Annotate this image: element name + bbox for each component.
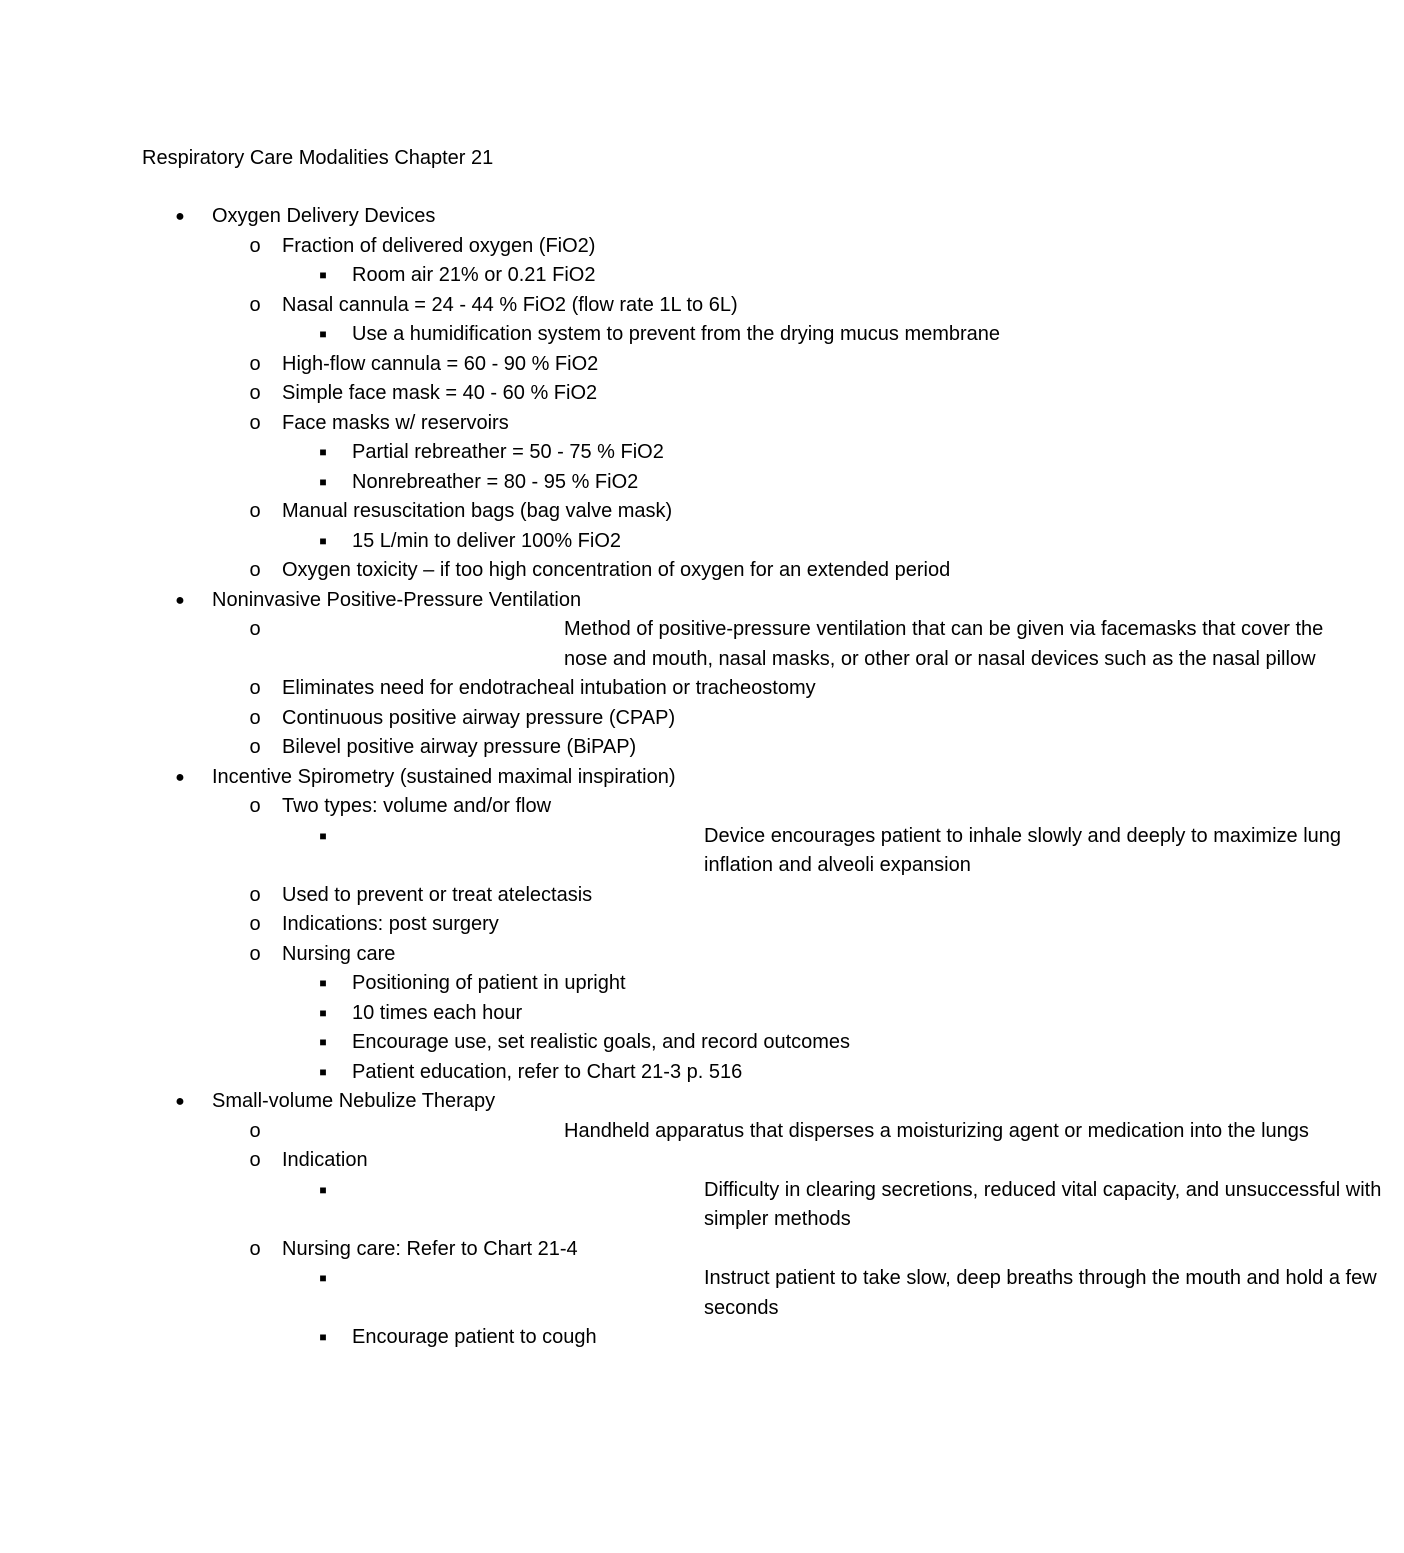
bullet-circle: o [249,706,261,729]
sub-list-item: ■ Positioning of patient in upright [0,969,1200,999]
bullet-circle: o [249,234,261,257]
bullet-circle: o [249,382,261,404]
bullet-circle: o [249,411,261,434]
bullet-square: ■ [319,1035,327,1049]
list-item: o Bilevel positive airway pressure (BiPAP) [0,733,1200,763]
bullet-circle: o [249,352,261,375]
section-heading: ● Oxygen Delivery Devices [0,202,1200,232]
list-item: o Method of positive-pressure ventilation that can be given via facemasks that cover the nose and mouth, nasal masks, or other oral or nasal devices such as the nasal pillow [0,615,1200,674]
sub-list-item: ■ Room air 21% or 0.21 FiO2 [0,261,1200,291]
bullet-square: ■ [319,1005,327,1020]
bullet-square: ■ [319,1182,327,1197]
bullet-circle: o [249,618,261,640]
list-item: o Nasal cannula = 24 - 44 % FiO2 (flow rate 1L to 6L) [0,291,1200,321]
sub-list-item: ■ Device encourages patient to inhale slowly and deeply to maximize lung inflation and alveoli expansion [0,822,1200,881]
list-item: o Indication [0,1146,1200,1176]
list-item: o Face masks w/ reservoirs [0,409,1200,439]
bullet-disc: ● [175,768,185,786]
sub-list-item: ■ Use a humidification system to prevent from the drying mucus membrane [0,320,1200,350]
bullet-circle: o [249,1237,261,1260]
list-item: o Indications: post surgery [0,910,1200,940]
page-title: Respiratory Care Modalities Chapter 21 [142,147,494,169]
list-item: o Manual resuscitation bags (bag valve mask) [0,497,1200,527]
list-item: o Simple face mask = 40 - 60 % FiO2 [0,379,1200,409]
section-heading: ● Small-volume Nebulize Therapy [0,1087,1200,1117]
bullet-circle: o [249,942,261,965]
sub-list-item: ■ Difficulty in clearing secretions, reduced vital capacity, and unsuccessful with simpler methods [0,1176,1200,1235]
list-item: o Eliminates need for endotracheal intubation or tracheostomy [0,674,1200,704]
list-item: o Used to prevent or treat atelectasis [0,881,1200,911]
bullet-circle: o [249,1149,261,1171]
sub-list-item: ■ Patient education, refer to Chart 21-3 p. 516 [0,1058,1200,1088]
section-heading: ● Noninvasive Positive-Pressure Ventilation [0,586,1200,616]
bullet-square: ■ [319,1271,327,1285]
bullet-square: ■ [319,533,327,548]
bullet-circle: o [249,500,261,522]
bullet-circle: o [249,795,261,817]
list-item: o Oxygen toxicity – if too high concentration of oxygen for an extended period [0,556,1200,586]
bullet-disc: ● [175,1093,185,1110]
list-item: o Two types: volume and/or flow [0,792,1200,822]
bullet-square: ■ [319,445,327,459]
bullet-square: ■ [319,268,327,282]
bullet-square: ■ [319,828,327,843]
list-item: o Continuous positive airway pressure (CPAP) [0,704,1200,734]
bullet-circle: o [249,913,261,935]
sub-list-item: ■ Instruct patient to take slow, deep breaths through the mouth and hold a few seconds [0,1264,1200,1323]
sub-list-item: ■ 10 times each hour [0,999,1200,1029]
list-item: o Nursing care: Refer to Chart 21-4 [0,1235,1200,1265]
list-item: o Handheld apparatus that disperses a moisturizing agent or medication into the lungs [0,1117,1200,1147]
list-item: o High-flow cannula = 60 - 90 % FiO2 [0,350,1200,380]
bullet-disc: ● [175,208,185,225]
list-item: o Fraction of delivered oxygen (FiO2) [0,232,1200,262]
sub-list-item: ■ Encourage patient to cough [0,1323,1200,1353]
bullet-circle: o [249,883,261,906]
sub-list-item: ■ Encourage use, set realistic goals, and record outcomes [0,1028,1200,1058]
bullet-circle: o [249,677,261,699]
bullet-square: ■ [319,327,327,341]
sub-list-item: ■ 15 L/min to deliver 100% FiO2 [0,527,1200,557]
bullet-square: ■ [319,976,327,990]
bullet-disc: ● [175,591,185,609]
sub-list-item: ■ Partial rebreather = 50 - 75 % FiO2 [0,438,1200,468]
bullet-circle: o [249,1119,261,1142]
bullet-circle: o [249,293,261,316]
bullet-circle: o [249,736,261,758]
bullet-square: ■ [319,1064,327,1079]
sub-list-item: ■ Nonrebreather = 80 - 95 % FiO2 [0,468,1200,498]
bullet-square: ■ [319,1330,327,1344]
outline [0,202,1382,1353]
section-heading: ● Incentive Spirometry (sustained maximal inspiration) [0,763,1200,793]
bullet-square: ■ [319,474,327,489]
list-item: o Nursing care [0,940,1200,970]
bullet-circle: o [249,559,261,581]
